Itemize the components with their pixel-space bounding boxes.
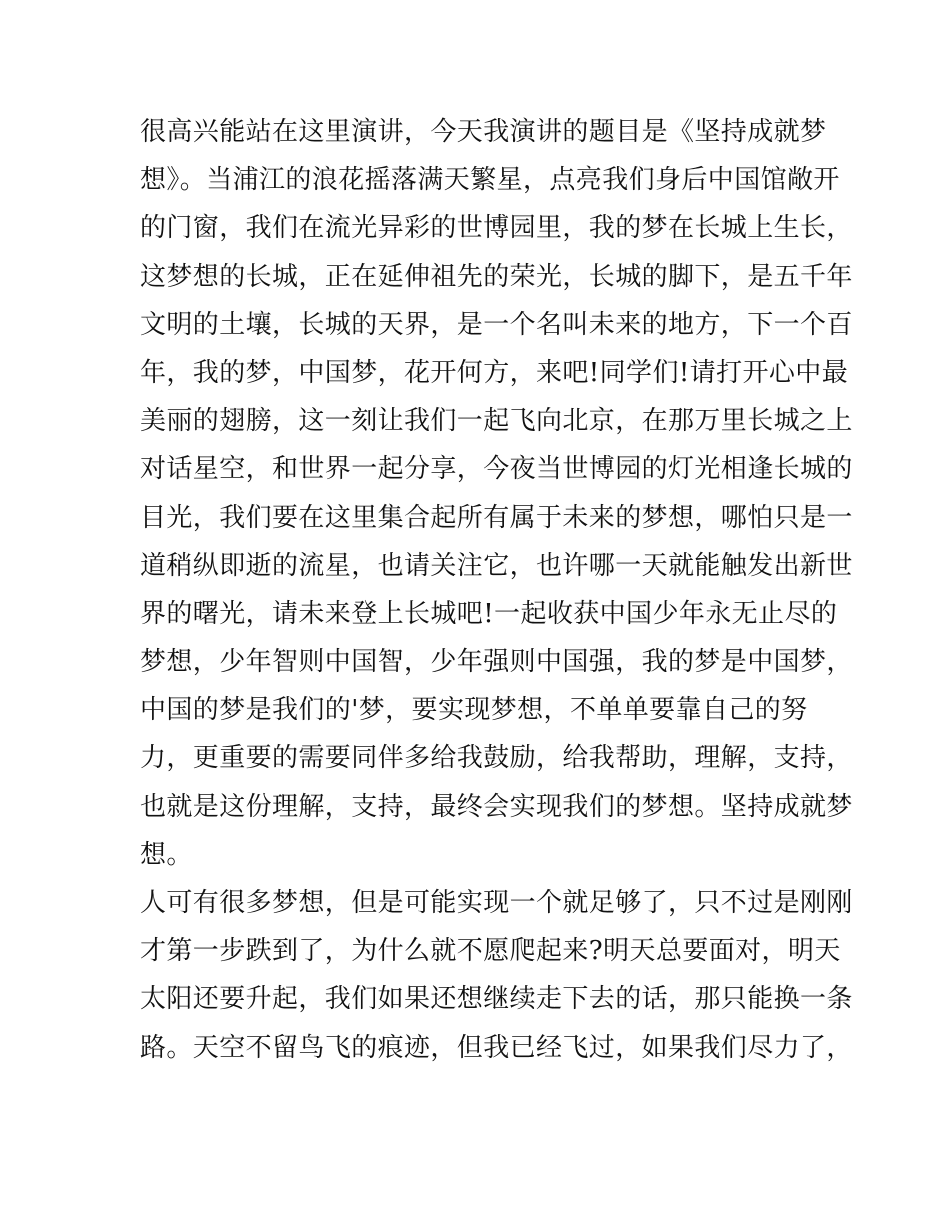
text-line: 想》。当浦江的浪花摇落满天繁星，点亮我们身后中国馆敞开 (140, 165, 840, 196)
text-line: 道稍纵即逝的流星，也请关注它，也许哪一天就能触发出新世 (140, 550, 853, 581)
text-line: 很高兴能站在这里演讲，今天我演讲的题目是《坚持成就梦 (140, 117, 827, 147)
text-line: 的门窗，我们在流光异彩的世博园里，我的梦在长城上生长， (140, 213, 853, 244)
text-line: 人可有很多梦想，但是可能实现一个就足够了，只不过是刚刚 (140, 888, 853, 918)
text-line: 梦想，少年智则中国智，少年强则中国强，我的梦是中国梦， (140, 647, 853, 678)
paragraph-2 (140, 879, 853, 1072)
text-line: 对话星空，和世界一起分享，今夜当世博园的灯光相逢长城的 (140, 454, 853, 485)
text-line: 界的曙光，请未来登上长城吧!一起收获中国少年永无止尽的 (140, 598, 838, 629)
text-line: 也就是这份理解，支持，最终会实现我们的梦想。坚持成就梦 (140, 791, 853, 822)
text-line: 年，我的梦，中国梦，花开何方，来吧!同学们!请打开心中最 (140, 357, 849, 388)
text-line: 中国的梦是我们的'梦，要实现梦想，不单单要靠自己的努 (140, 695, 808, 726)
text-line: 才第一步跌到了，为什么就不愿爬起来?明天总要面对，明天 (140, 936, 841, 967)
text-line: 美丽的翅膀，这一刻让我们一起飞向北京，在那万里长城之上 (140, 406, 853, 437)
text-line: 文明的土壤，长城的天界，是一个名叫未来的地方，下一个百 (140, 309, 853, 340)
document-body (140, 108, 853, 1072)
text-line: 目光，我们要在这里集合起所有属于未来的梦想，哪怕只是一 (140, 502, 853, 533)
text-line: 想。 (140, 839, 193, 870)
paragraph-1 (140, 108, 853, 879)
text-line: 路。天空不留鸟飞的痕迹，但我已经飞过，如果我们尽力了， (140, 1032, 853, 1063)
text-line: 力，更重要的需要同伴多给我鼓励，给我帮助，理解，支持， (140, 743, 853, 774)
text-line: 这梦想的长城，正在延伸祖先的荣光，长城的脚下，是五千年 (140, 261, 853, 292)
text-line: 太阳还要升起，我们如果还想继续走下去的话，那只能换一条 (140, 984, 853, 1015)
